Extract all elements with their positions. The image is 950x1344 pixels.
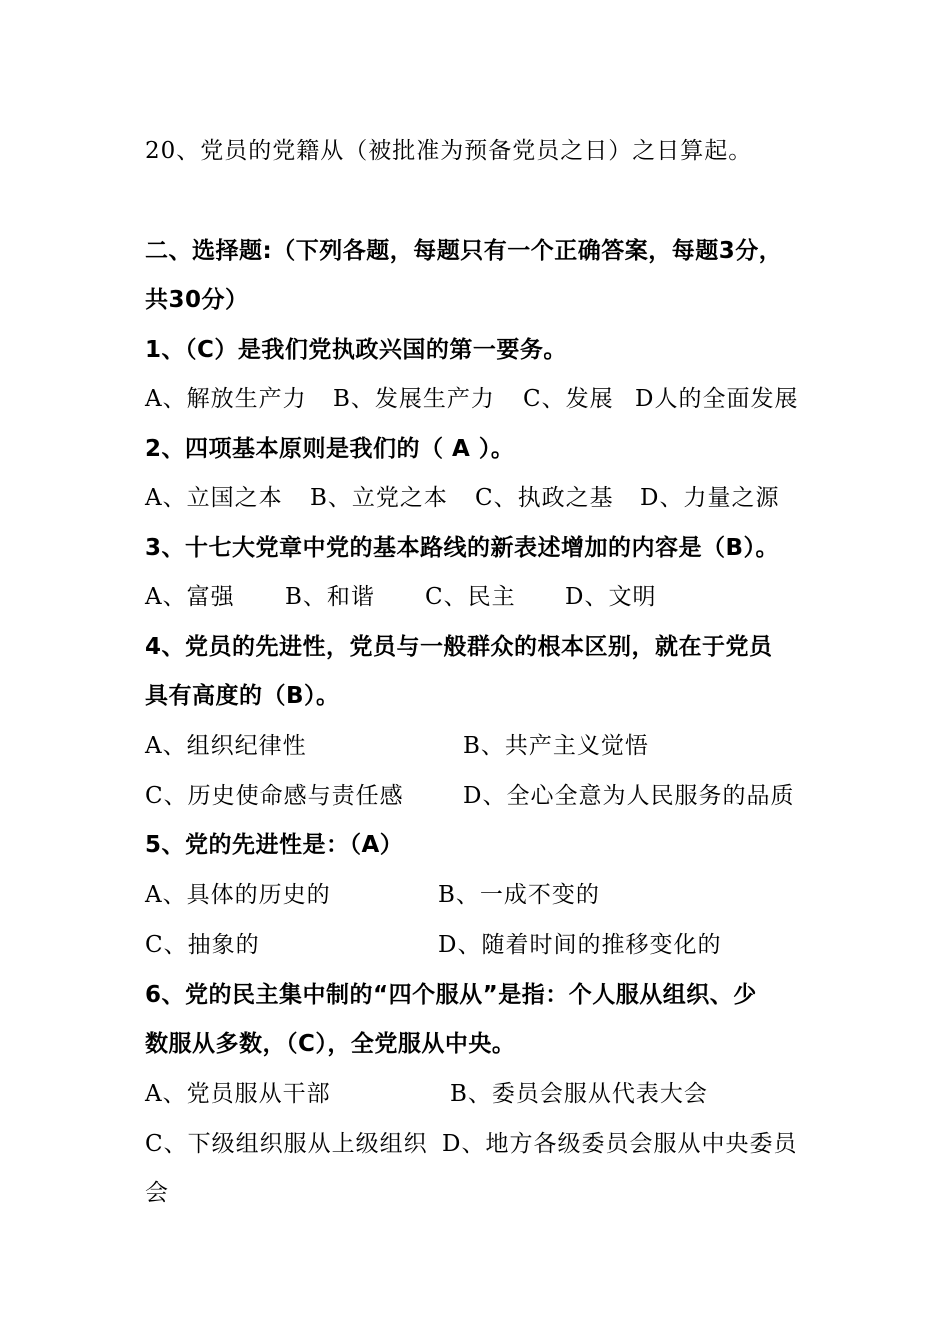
question-6-option-d-wrap: 会 xyxy=(145,1180,169,1206)
question-5-option-a: A、具体的历史的 xyxy=(145,882,331,908)
question-6-option-c: C、下级组织服从上级组织 xyxy=(145,1131,428,1157)
question-4-option-b: B、共产主义觉悟 xyxy=(463,733,649,759)
section-heading-line2: 共30分） xyxy=(145,287,249,313)
question-1-option-a: A、解放生产力 xyxy=(145,386,307,412)
question-1-option-c: C、发展 xyxy=(523,386,614,412)
question-3-option-c: C、民主 xyxy=(425,584,516,610)
question-6-option-d: D、地方各级委员会服从中央委员 xyxy=(442,1131,798,1157)
question-2-stem: 2、四项基本原则是我们的（ A ）。 xyxy=(145,436,515,462)
question-6-stem-line1: 6、党的民主集中制的“四个服从”是指：个人服从组织、少 xyxy=(145,982,757,1008)
question-6-option-b: B、委员会服从代表大会 xyxy=(450,1081,708,1107)
document-page xyxy=(145,0,815,1344)
question-2-option-d: D、力量之源 xyxy=(640,485,780,511)
question-1-option-d: D人的全面发展 xyxy=(635,386,799,412)
question-6-stem-line2: 数服从多数，（C），全党服从中央。 xyxy=(145,1031,516,1057)
question-3-option-b: B、和谐 xyxy=(285,584,375,610)
question-4-option-c: C、历史使命感与责任感 xyxy=(145,783,404,809)
question-5-option-c: C、抽象的 xyxy=(145,932,260,958)
question-1-option-b: B、发展生产力 xyxy=(333,386,495,412)
question-3-stem: 3、十七大党章中党的基本路线的新表述增加的内容是（B）。 xyxy=(145,535,780,561)
question-5-option-d: D、随着时间的推移变化的 xyxy=(438,932,722,958)
question-1-stem: 1、（C）是我们党执政兴国的第一要务。 xyxy=(145,337,567,363)
question-4-stem-line1: 4、党员的先进性，党员与一般群众的根本区别，就在于党员 xyxy=(145,634,773,660)
section-heading-line1: 二、选择题:（下列各题，每题只有一个正确答案，每题3分， xyxy=(145,238,783,264)
question-2-option-b: B、立党之本 xyxy=(310,485,448,511)
question-2-option-c: C、执政之基 xyxy=(475,485,614,511)
question-4-option-a: A、组织纪律性 xyxy=(145,733,307,759)
question-3-option-d: D、文明 xyxy=(565,584,657,610)
question-6-option-a: A、党员服从干部 xyxy=(145,1081,331,1107)
question-4-option-d: D、全心全意为人民服务的品质 xyxy=(463,783,795,809)
question-3-option-a: A、富强 xyxy=(145,584,235,610)
question-4-stem-line2: 具有高度的（B）。 xyxy=(145,683,340,709)
question-2-option-a: A、立国之本 xyxy=(145,485,283,511)
intro-line: 20、党员的党籍从（被批准为预备党员之日）之日算起。 xyxy=(145,138,753,164)
question-5-stem: 5、党的先进性是：（A） xyxy=(145,832,404,858)
question-5-option-b: B、一成不变的 xyxy=(438,882,600,908)
